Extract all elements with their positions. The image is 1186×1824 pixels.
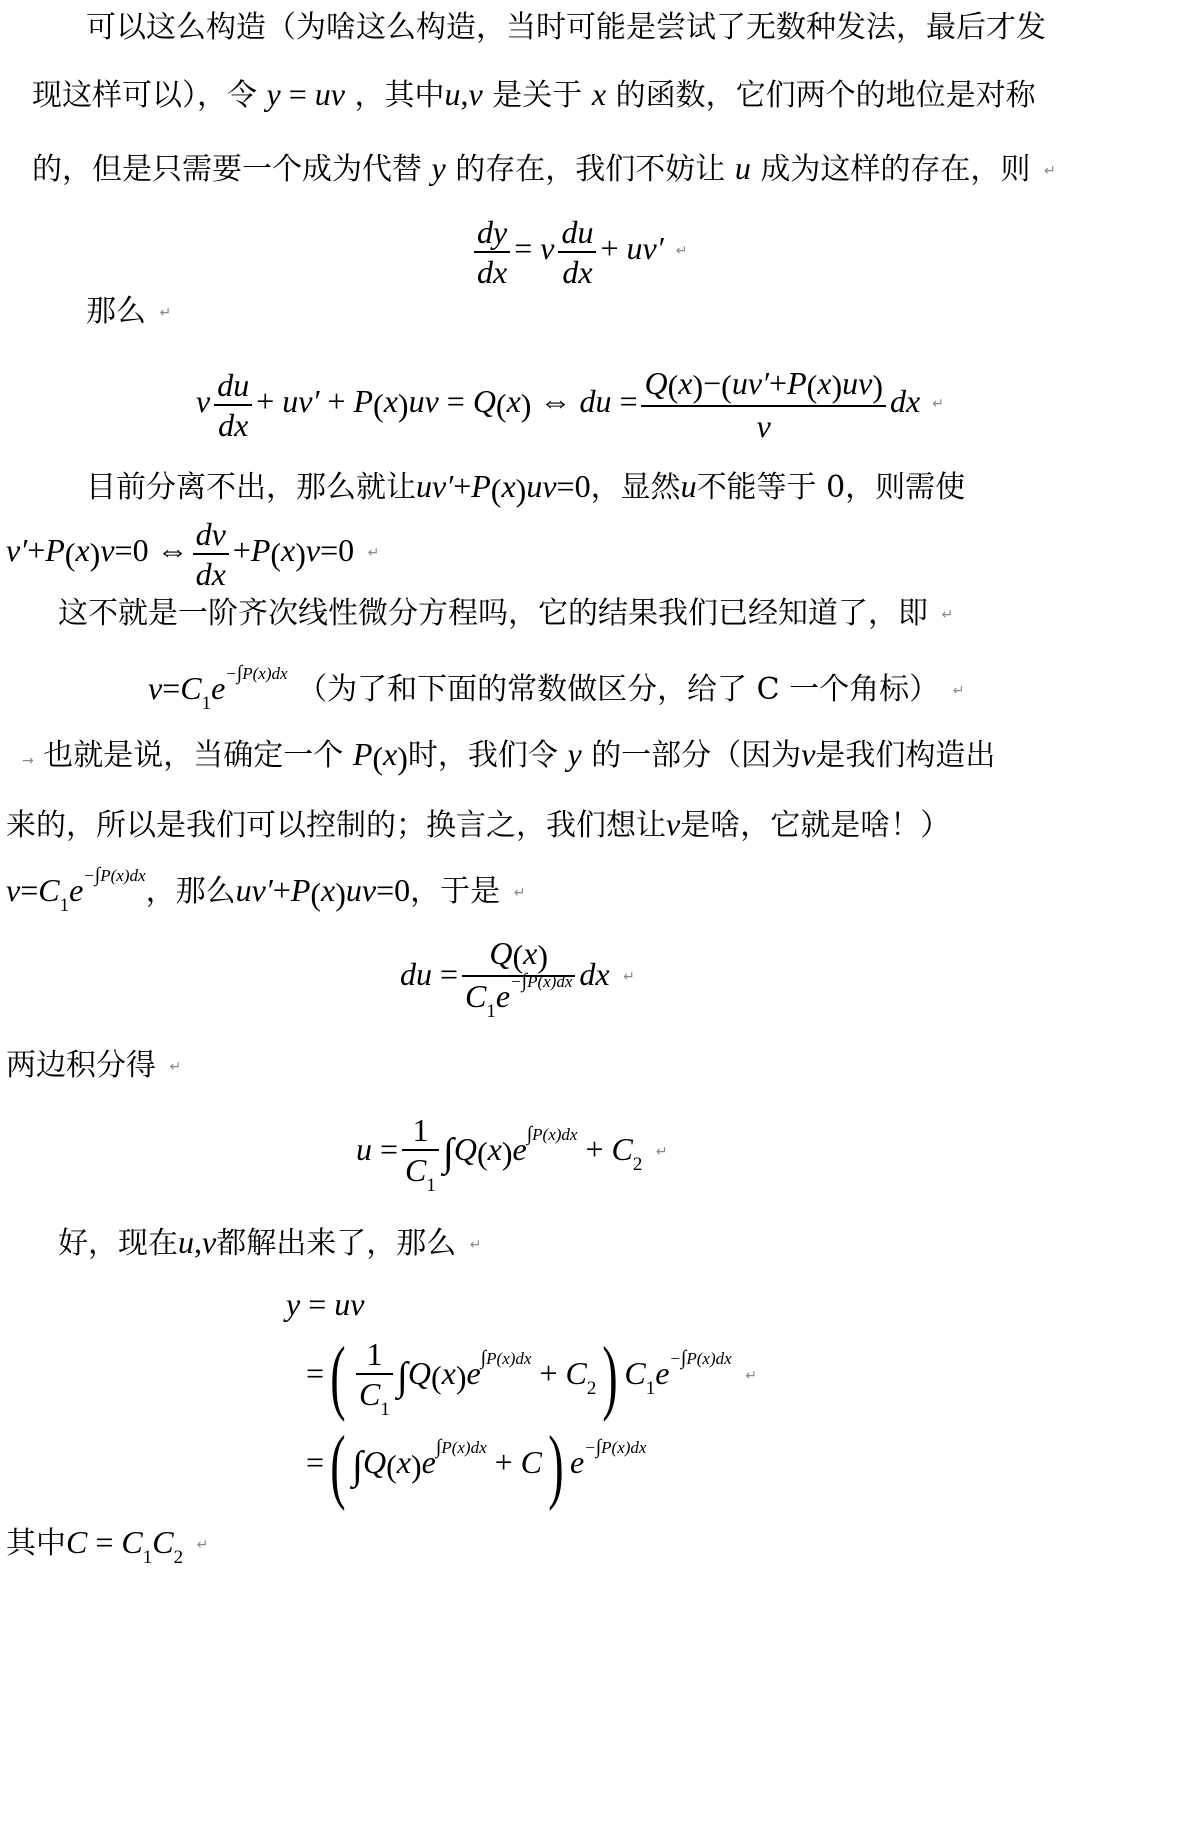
text-span: 那么 [86, 294, 146, 329]
math-y: y [431, 150, 446, 186]
text-span: ，其中 [354, 78, 445, 113]
equation-content: =( $\frac{1}{C_1}$ $\int Q(x)e^{\int P(x)dx} + C_2$) $C_1e^{-\int P(x)dx}$ [306, 1329, 732, 1423]
math-v: v [666, 806, 681, 842]
fraction-1-over-c1: $\frac{1}{C_1}$ [402, 1111, 439, 1195]
equation-content: y = uv [286, 1286, 365, 1322]
paragraph-1-line-1 [86, 8, 1046, 48]
text-integrate [6, 1046, 181, 1087]
math-x: x [591, 76, 607, 112]
text-final [6, 1522, 208, 1568]
paragraph-mark-icon: ↵ [675, 243, 688, 259]
paragraph-1-line-3 [32, 148, 1056, 191]
paragraph-mark-icon: ↵ [941, 607, 954, 623]
math-u: u [680, 468, 697, 504]
fraction-dy-dx: $\frac{dy}{dx}$ [474, 213, 510, 291]
paragraph-mark-icon: ↵ [159, 305, 172, 321]
equation-dy-dx [470, 208, 687, 291]
fraction-du-dx: $\frac{du}{dx}$ [558, 213, 596, 291]
text-span: 好，现在 [58, 1226, 178, 1261]
fraction-1-over-c1: $\frac{1}{C_1}$ [356, 1335, 393, 1419]
text-span: 是我们构造出 [815, 738, 996, 773]
paragraph-mark-icon: ↵ [196, 1537, 209, 1553]
text-span: 时，我们令 [407, 738, 558, 773]
math-u: u [734, 150, 751, 186]
text-span: 目前分离不出，那么就让 [86, 470, 416, 505]
paragraph-mark-icon: ↵ [952, 683, 965, 699]
equation-du [400, 926, 635, 1025]
paragraph-mark-icon: ↵ [1043, 163, 1056, 179]
equation-content: $\frac{dy}{dx}$ = v $\frac{du}{dx}$ + uv′ [470, 230, 672, 266]
text-span: 的，但是只需要一个成为代替 [32, 152, 422, 187]
paragraph-mark-icon: ↵ [655, 1144, 668, 1160]
text-span: （为了和下面的常数做区分，给了 C 一个角标） [297, 672, 940, 707]
fraction-du-dx: $\frac{du}{dx}$ [214, 366, 252, 444]
math-p-x: P(x) [352, 736, 408, 776]
text-span: 可以这么构造（为啥这么构造，当时可能是尝试了无数种发法，最后才发 [86, 10, 1046, 45]
equation-content: v′+P(x)v=0 ⇔ $\frac{dv}{dx}$ +P(x)v=0 [6, 515, 355, 592]
text-span: 不能等于 0，则需使 [696, 470, 966, 505]
text-span: 来的，所以是我们可以控制的；换言之，我们想让 [6, 808, 666, 843]
tab-arrow-icon: → [22, 753, 34, 769]
equation-separation [196, 356, 944, 450]
fraction-du-expression: $\frac{Q(x)-(uv'+P(x)uv)}{v}$ [641, 364, 886, 446]
paragraph-1-line-2 [32, 74, 1036, 116]
equation-content: u = $\frac{1}{C_1}$ $\int Q(x)e^{\int P(x)dx} + C_2$ [356, 1111, 643, 1196]
equation-content: du = $\frac{Q(x)}{C_1e^{-\int P(x)dx}}$ dx [400, 934, 610, 1023]
math-v-eq-c1-exp: $v=C_1e^{-\int P(x)dx}$ [6, 864, 146, 916]
equation-v-homogeneous [6, 510, 379, 594]
paragraph-4-line-2 [6, 804, 950, 846]
math-y-eq-uv: y = uv [266, 76, 345, 112]
paragraph-mark-icon: ↵ [169, 1059, 182, 1075]
math-v: v [801, 736, 816, 772]
paragraph-mark-icon: ↵ [932, 396, 944, 412]
math-uv: u,v [178, 1224, 217, 1260]
paragraph-4-line-3 [6, 864, 526, 916]
equation-v-solution [148, 662, 965, 714]
fraction-q-over-c1e: $\frac{Q(x)}{C_1e^{-\int P(x)dx}}$ [462, 934, 575, 1022]
paragraph-5 [58, 1222, 481, 1265]
text-span: 的一部分（因为 [591, 738, 802, 773]
paragraph-mark-icon: ↵ [513, 885, 526, 901]
text-span: 也就是说，当确定一个 [43, 738, 344, 773]
paragraph-mark-icon: ↵ [469, 1237, 482, 1253]
paragraph-3 [58, 594, 953, 635]
text-span: 是关于 [492, 78, 583, 113]
math-y: y [567, 736, 582, 772]
paragraph-4-line-1 [22, 734, 995, 781]
equation-u [356, 1104, 668, 1200]
text-span: 是啥，它就是啥！） [680, 808, 951, 843]
text-span: 的函数，它们两个的地位是对称 [615, 78, 1036, 113]
text-then [86, 292, 171, 333]
paragraph-mark-icon: ↵ [367, 545, 380, 561]
equation-content: v $\frac{du}{dx}$ + uv′ + P(x)uv = Q(x) ⇔ du = $\frac{Q(x)-(uv'+P(x)uv)}{v}$ dx [196, 364, 929, 445]
equation-y-line-3 [306, 1412, 646, 1518]
math-uv-prime-eq-0: uv′+P(x)uv=0 [416, 468, 591, 508]
text-span: ，于是 [410, 874, 501, 909]
paragraph-2-line-1 [86, 466, 965, 510]
math-uv: u,v [444, 76, 483, 112]
math-v-eq-c1-exp: $v=C_1e^{-\int P(x)dx}$ [148, 662, 288, 714]
text-span: 都解出来了，那么 [216, 1226, 457, 1261]
text-span: ，那么 [145, 874, 236, 909]
text-span: ，显然 [590, 470, 681, 505]
text-span: 这不就是一阶齐次线性微分方程吗，它的结果我们已经知道了，即 [58, 596, 928, 631]
text-span: 其中 [6, 1526, 66, 1561]
paragraph-mark-icon: ↵ [623, 969, 635, 985]
text-span: 现这样可以），令 [32, 78, 257, 113]
math-uv-prime-eq-0: uv′+P(x)uv=0 [235, 872, 411, 912]
equation-content: =( $\int Q(x)e^{\int P(x)dx} + C$) $e^{-\int P(x)dx}$ [306, 1418, 647, 1512]
math-c-eq-c1c2: $C = C_1C_2$ [66, 1524, 184, 1568]
paragraph-mark-icon: ↵ [745, 1368, 757, 1384]
text-span: 的存在，我们不妨让 [455, 152, 726, 187]
text-span: 两边积分得 [6, 1048, 156, 1083]
fraction-dv-dx: $\frac{dv}{dx}$ [193, 515, 229, 593]
text-span: 成为这样的存在，则 [760, 152, 1031, 187]
